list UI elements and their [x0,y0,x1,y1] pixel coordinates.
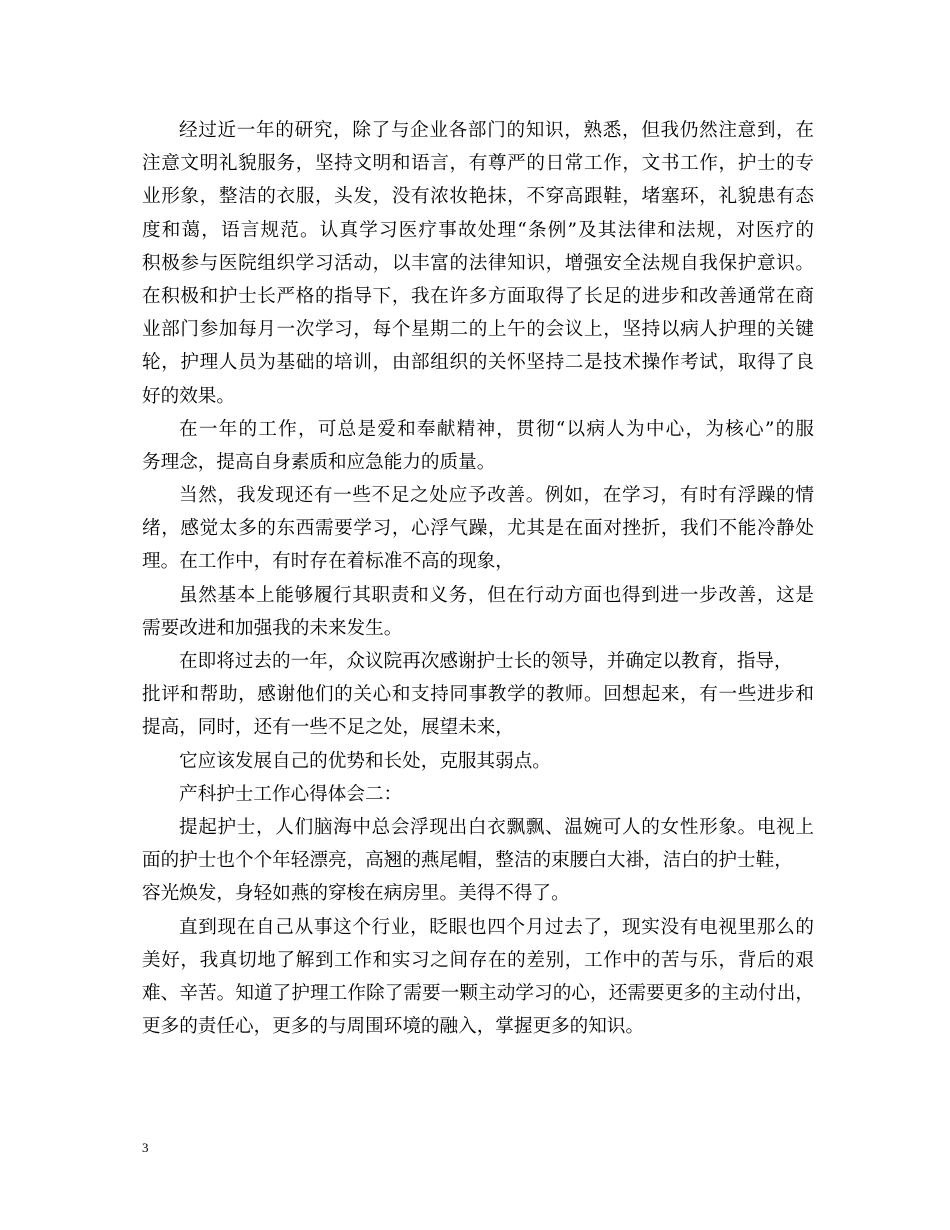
text-line: 轮，护理人员为基础的培训，由部组织的关怀坚持二是技术操作考试，取得了良 [142,352,814,374]
text-line: 直到现在自己从事这个行业，眨眼也四个月过去了，现实没有电视里那么的 [179,916,814,938]
text-line: 务理念，提高自身素质和应急能力的质量。 [142,451,496,473]
text-line: 在积极和护士长严格的指导下，我在许多方面取得了长足的进步和改善通常在商 [142,285,814,307]
text-line: 难、辛苦。知道了护理工作除了需要一颗主动学习的心，还需要更多的主动付出， [142,982,814,1004]
text-line: 当然，我发现还有一些不足之处应予改善。例如，在学习，有时有浮躁的情 [179,485,814,507]
text-line: 好的效果。 [142,385,235,407]
text-line: 面的护士也个个年轻漂亮，高翘的燕尾帽，整洁的束腰白大褂，洁白的护士鞋， [142,850,793,872]
section-heading: 产科护士工作心得体会二： [179,783,403,805]
text-line: 容光焕发，身轻如燕的穿梭在病房里。美得不得了。 [142,883,570,905]
text-line: 业部门参加每月一次学习，每个星期二的上午的会议上，坚持以病人护理的关键 [142,319,814,341]
body-text [142,114,814,1043]
page-number: 3 [142,1140,149,1155]
text-line: 经过近一年的研究，除了与企业各部门的知识，熟悉，但我仍然注意到，在 [179,120,814,141]
text-line: 在即将过去的一年，众议院再次感谢护士长的领导，并确定以教育，指导， [179,651,793,672]
text-line: 积极参与医院组织学习活动，以丰富的法律知识，增强安全法规自我保护意识。 [142,252,814,274]
text-line: 在一年的工作，可总是爱和奉献精神，贯彻“以病人为中心，为核心”的服 [179,418,814,440]
text-line: 业形象，整洁的衣服，头发，没有浓妆艳抹，不穿高跟鞋，堵塞环，礼貌患有态 [142,186,814,208]
text-line: 更多的责任心，更多的与周围环境的融入，掌握更多的知识。 [142,1016,645,1038]
text-line: 提高，同时，还有一些不足之处，展望未来， [142,717,514,739]
text-line: 理。在工作中，有时存在着标准不高的现象， [142,551,514,573]
text-line: 度和蔼，语言规范。认真学习医疗事故处理“条例”及其法律和法规，对医疗的 [142,219,814,241]
text-line: 它应该发展自己的优势和长处，克服其弱点。 [179,750,551,772]
text-line: 美好，我真切地了解到工作和实习之间存在的差别，工作中的苦与乐，背后的艰 [142,949,814,971]
text-line: 批评和帮助，感谢他们的关心和支持同事教学的教师。回想起来，有一些进步和 [142,684,814,706]
text-line: 注意文明礼貌服务，坚持文明和语言，有尊严的日常工作，文书工作，护士的专 [142,153,814,175]
text-line: 绪，感觉太多的东西需要学习，心浮气躁，尤其是在面对挫折，我们不能冷静处 [142,518,814,540]
text-line: 需要改进和加强我的未来发生。 [142,617,403,639]
text-line: 虽然基本上能够履行其职责和义务，但在行动方面也得到进一步改善，这是 [179,584,814,606]
text-line: 提起护士，人们脑海中总会浮现出白衣飘飘、温婉可人的女性形象。电视上 [179,816,814,838]
